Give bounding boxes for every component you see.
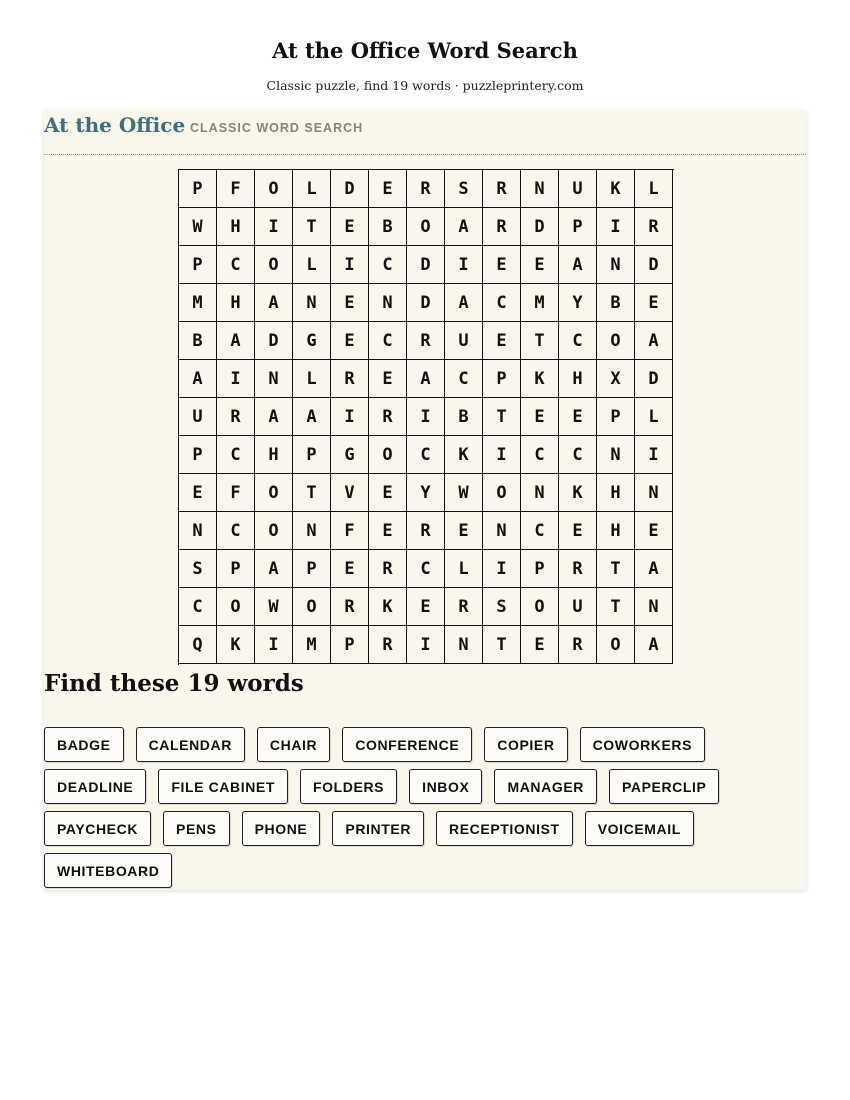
grid-cell[interactable]: L — [635, 170, 673, 208]
grid-cell[interactable]: E — [521, 398, 559, 436]
grid-cell[interactable]: P — [217, 550, 255, 588]
grid-cell[interactable]: C — [217, 436, 255, 474]
page-title: At the Office Word Search — [272, 38, 578, 63]
word-chip[interactable]: CONFERENCE — [342, 727, 472, 762]
grid-cell[interactable]: C — [369, 322, 407, 360]
grid-cell[interactable]: K — [217, 626, 255, 664]
grid-cell[interactable]: E — [331, 284, 369, 322]
grid-cell[interactable]: O — [407, 208, 445, 246]
grid-cell[interactable]: N — [635, 474, 673, 512]
card-title: At the Office — [44, 113, 186, 137]
word-chip[interactable]: FOLDERS — [300, 769, 397, 804]
grid-cell[interactable]: N — [293, 512, 331, 550]
grid-cell[interactable]: R — [369, 398, 407, 436]
grid-cell[interactable]: L — [293, 246, 331, 284]
grid-cell[interactable]: L — [445, 550, 483, 588]
grid-cell[interactable]: O — [255, 170, 293, 208]
grid-cell[interactable]: O — [293, 588, 331, 626]
grid-cell[interactable]: E — [445, 512, 483, 550]
grid-cell[interactable]: C — [179, 588, 217, 626]
grid-cell[interactable]: E — [369, 360, 407, 398]
grid-cell[interactable]: R — [217, 398, 255, 436]
grid-cell[interactable]: N — [255, 360, 293, 398]
grid-cell[interactable]: N — [635, 588, 673, 626]
grid-cell[interactable]: P — [521, 550, 559, 588]
grid-cell[interactable]: A — [217, 322, 255, 360]
grid-cell[interactable]: R — [407, 322, 445, 360]
grid-cell[interactable]: A — [407, 360, 445, 398]
grid-cell[interactable]: I — [597, 208, 635, 246]
grid-cell[interactable]: P — [293, 436, 331, 474]
grid-cell[interactable]: H — [597, 474, 635, 512]
grid-cell[interactable]: O — [255, 246, 293, 284]
grid-cell[interactable]: R — [407, 170, 445, 208]
grid-cell[interactable]: E — [635, 284, 673, 322]
grid-cell[interactable]: O — [217, 588, 255, 626]
grid-cell[interactable]: A — [179, 360, 217, 398]
grid-cell[interactable]: O — [255, 474, 293, 512]
grid-cell[interactable]: I — [445, 246, 483, 284]
grid-cell[interactable]: O — [597, 626, 635, 664]
grid-cell[interactable]: N — [483, 512, 521, 550]
grid-cell[interactable]: B — [445, 398, 483, 436]
grid-cell[interactable]: P — [597, 398, 635, 436]
grid-cell[interactable]: E — [483, 246, 521, 284]
grid-cell[interactable]: N — [369, 284, 407, 322]
grid-cell[interactable]: U — [179, 398, 217, 436]
grid-cell[interactable]: N — [597, 246, 635, 284]
grid-cell[interactable]: T — [521, 322, 559, 360]
word-chip[interactable]: RECEPTIONIST — [436, 811, 573, 846]
grid-cell[interactable]: N — [179, 512, 217, 550]
grid-cell[interactable]: T — [483, 398, 521, 436]
grid-cell[interactable]: C — [217, 246, 255, 284]
grid-cell[interactable]: B — [179, 322, 217, 360]
grid-cell[interactable]: N — [521, 474, 559, 512]
grid-cell[interactable]: C — [521, 436, 559, 474]
grid-cell[interactable]: R — [331, 360, 369, 398]
grid-cell[interactable]: U — [445, 322, 483, 360]
grid-cell[interactable]: K — [445, 436, 483, 474]
grid-cell[interactable]: X — [597, 360, 635, 398]
grid-cell[interactable]: L — [635, 398, 673, 436]
grid-cell[interactable]: W — [445, 474, 483, 512]
grid-cell[interactable]: B — [597, 284, 635, 322]
grid-cell[interactable]: K — [521, 360, 559, 398]
word-chip[interactable]: CALENDAR — [136, 727, 245, 762]
grid-cell[interactable]: T — [293, 208, 331, 246]
grid-cell[interactable]: A — [255, 284, 293, 322]
grid-cell[interactable]: O — [597, 322, 635, 360]
word-chip[interactable]: FILE CABINET — [158, 769, 288, 804]
grid-cell[interactable]: C — [445, 360, 483, 398]
grid-cell[interactable]: F — [217, 474, 255, 512]
grid-cell[interactable]: U — [559, 170, 597, 208]
grid-cell[interactable]: D — [255, 322, 293, 360]
grid-cell[interactable]: H — [559, 360, 597, 398]
grid-cell[interactable]: H — [597, 512, 635, 550]
grid-cell[interactable]: C — [407, 436, 445, 474]
word-chip[interactable]: PENS — [163, 811, 230, 846]
grid-cell[interactable]: A — [635, 626, 673, 664]
grid-cell[interactable]: E — [635, 512, 673, 550]
grid-cell[interactable]: R — [331, 588, 369, 626]
grid-cell[interactable]: M — [179, 284, 217, 322]
grid-cell[interactable]: N — [597, 436, 635, 474]
grid-cell[interactable]: D — [331, 170, 369, 208]
word-chip[interactable]: CHAIR — [257, 727, 330, 762]
grid-cell[interactable]: C — [483, 284, 521, 322]
grid-cell[interactable]: R — [407, 512, 445, 550]
grid-cell[interactable]: D — [521, 208, 559, 246]
grid-cell[interactable]: E — [407, 588, 445, 626]
grid-cell[interactable]: C — [559, 436, 597, 474]
grid-cell[interactable]: W — [255, 588, 293, 626]
grid-cell[interactable]: O — [369, 436, 407, 474]
grid-cell[interactable]: Q — [179, 626, 217, 664]
word-bank-title: Find these 19 words — [44, 670, 304, 697]
grid-cell[interactable]: U — [559, 588, 597, 626]
grid-cell[interactable]: Y — [559, 284, 597, 322]
grid-cell[interactable]: A — [255, 398, 293, 436]
grid-cell[interactable]: A — [635, 550, 673, 588]
grid-cell[interactable]: P — [559, 208, 597, 246]
grid-cell[interactable]: O — [255, 512, 293, 550]
grid-cell[interactable]: G — [331, 436, 369, 474]
grid-cell[interactable]: I — [407, 626, 445, 664]
word-chip[interactable]: VOICEMAIL — [585, 811, 694, 846]
grid-cell[interactable]: T — [483, 626, 521, 664]
grid-cell[interactable]: E — [521, 626, 559, 664]
word-chip[interactable]: PAPERCLIP — [609, 769, 720, 804]
grid-cell[interactable]: E — [483, 322, 521, 360]
word-chip[interactable]: COPIER — [484, 727, 567, 762]
grid-cell[interactable]: R — [635, 208, 673, 246]
grid-cell[interactable]: E — [331, 322, 369, 360]
grid-cell[interactable]: N — [293, 284, 331, 322]
grid-cell[interactable]: I — [255, 208, 293, 246]
grid-cell[interactable]: L — [293, 360, 331, 398]
grid-cell[interactable]: A — [255, 550, 293, 588]
grid-cell[interactable]: P — [179, 246, 217, 284]
grid-cell[interactable]: P — [293, 550, 331, 588]
grid-cell[interactable]: I — [331, 398, 369, 436]
grid-cell[interactable]: I — [635, 436, 673, 474]
grid-cell[interactable]: F — [217, 170, 255, 208]
word-chip[interactable]: DEADLINE — [44, 769, 146, 804]
grid-cell[interactable]: M — [293, 626, 331, 664]
grid-cell[interactable]: P — [179, 436, 217, 474]
grid-cell[interactable]: S — [483, 588, 521, 626]
grid-cell[interactable]: P — [179, 170, 217, 208]
grid-cell[interactable]: D — [635, 360, 673, 398]
grid-cell[interactable]: T — [293, 474, 331, 512]
grid-cell[interactable]: K — [597, 170, 635, 208]
grid-cell[interactable]: H — [255, 436, 293, 474]
grid-cell[interactable]: E — [369, 512, 407, 550]
word-chip[interactable]: PRINTER — [332, 811, 424, 846]
word-chip[interactable]: PHONE — [242, 811, 321, 846]
word-chip[interactable]: PAYCHECK — [44, 811, 151, 846]
grid-cell[interactable]: I — [255, 626, 293, 664]
letter-grid — [178, 169, 674, 665]
grid-cell[interactable]: N — [445, 626, 483, 664]
word-chip[interactable]: INBOX — [409, 769, 482, 804]
grid-cell[interactable]: H — [217, 208, 255, 246]
grid-cell[interactable]: K — [369, 588, 407, 626]
grid-cell[interactable]: I — [483, 550, 521, 588]
grid-cell[interactable]: I — [331, 246, 369, 284]
grid-cell[interactable]: A — [559, 246, 597, 284]
grid-cell[interactable]: Y — [407, 474, 445, 512]
grid-cell[interactable]: P — [483, 360, 521, 398]
grid-cell[interactable]: C — [559, 322, 597, 360]
grid-cell[interactable]: E — [369, 170, 407, 208]
grid-cell[interactable]: R — [483, 208, 521, 246]
grid-cell[interactable]: E — [331, 208, 369, 246]
grid-cell[interactable]: O — [483, 474, 521, 512]
grid-cell[interactable]: R — [369, 626, 407, 664]
grid-cell[interactable]: E — [559, 512, 597, 550]
grid-cell[interactable]: C — [407, 550, 445, 588]
grid-cell[interactable]: F — [331, 512, 369, 550]
grid-cell[interactable]: T — [597, 550, 635, 588]
grid-cell[interactable]: L — [293, 170, 331, 208]
grid-cell[interactable]: D — [407, 284, 445, 322]
grid-cell[interactable]: R — [559, 626, 597, 664]
grid-cell[interactable]: R — [369, 550, 407, 588]
grid-cell[interactable]: C — [521, 512, 559, 550]
grid-cell[interactable]: R — [559, 550, 597, 588]
grid-cell[interactable]: E — [369, 474, 407, 512]
grid-cell[interactable]: T — [597, 588, 635, 626]
grid-cell[interactable]: S — [445, 170, 483, 208]
grid-cell[interactable]: W — [179, 208, 217, 246]
grid-cell[interactable]: D — [407, 246, 445, 284]
word-bank — [44, 727, 784, 888]
word-chip[interactable]: WHITEBOARD — [44, 853, 172, 888]
grid-cell[interactable]: N — [521, 170, 559, 208]
grid-cell[interactable]: A — [445, 284, 483, 322]
puzzle-type-label: CLASSIC WORD SEARCH — [190, 121, 364, 135]
grid-cell[interactable]: V — [331, 474, 369, 512]
grid-cell[interactable]: G — [293, 322, 331, 360]
grid-cell[interactable]: I — [407, 398, 445, 436]
grid-cell[interactable]: E — [331, 550, 369, 588]
grid-cell[interactable]: E — [179, 474, 217, 512]
page-subtitle: Classic puzzle, find 19 words · puzzleprintery.com — [266, 78, 584, 93]
grid-cell[interactable]: A — [445, 208, 483, 246]
grid-cell[interactable]: D — [635, 246, 673, 284]
grid-cell[interactable]: E — [521, 246, 559, 284]
word-chip[interactable]: COWORKERS — [580, 727, 706, 762]
grid-cell[interactable]: C — [369, 246, 407, 284]
grid-cell[interactable]: H — [217, 284, 255, 322]
grid-cell[interactable]: A — [293, 398, 331, 436]
grid-cell[interactable]: B — [369, 208, 407, 246]
grid-cell[interactable]: I — [217, 360, 255, 398]
grid-cell[interactable]: C — [217, 512, 255, 550]
grid-cell[interactable]: I — [483, 436, 521, 474]
grid-cell[interactable]: O — [521, 588, 559, 626]
grid-cell[interactable]: S — [179, 550, 217, 588]
grid-cell[interactable]: M — [521, 284, 559, 322]
word-chip[interactable]: BADGE — [44, 727, 124, 762]
grid-cell[interactable]: A — [635, 322, 673, 360]
card-header — [44, 110, 806, 155]
grid-cell[interactable]: E — [559, 398, 597, 436]
puzzle-card — [44, 110, 806, 890]
grid-cell[interactable]: K — [559, 474, 597, 512]
grid-cell[interactable]: R — [483, 170, 521, 208]
word-chip[interactable]: MANAGER — [494, 769, 597, 804]
grid-cell[interactable]: P — [331, 626, 369, 664]
grid-cell[interactable]: R — [445, 588, 483, 626]
